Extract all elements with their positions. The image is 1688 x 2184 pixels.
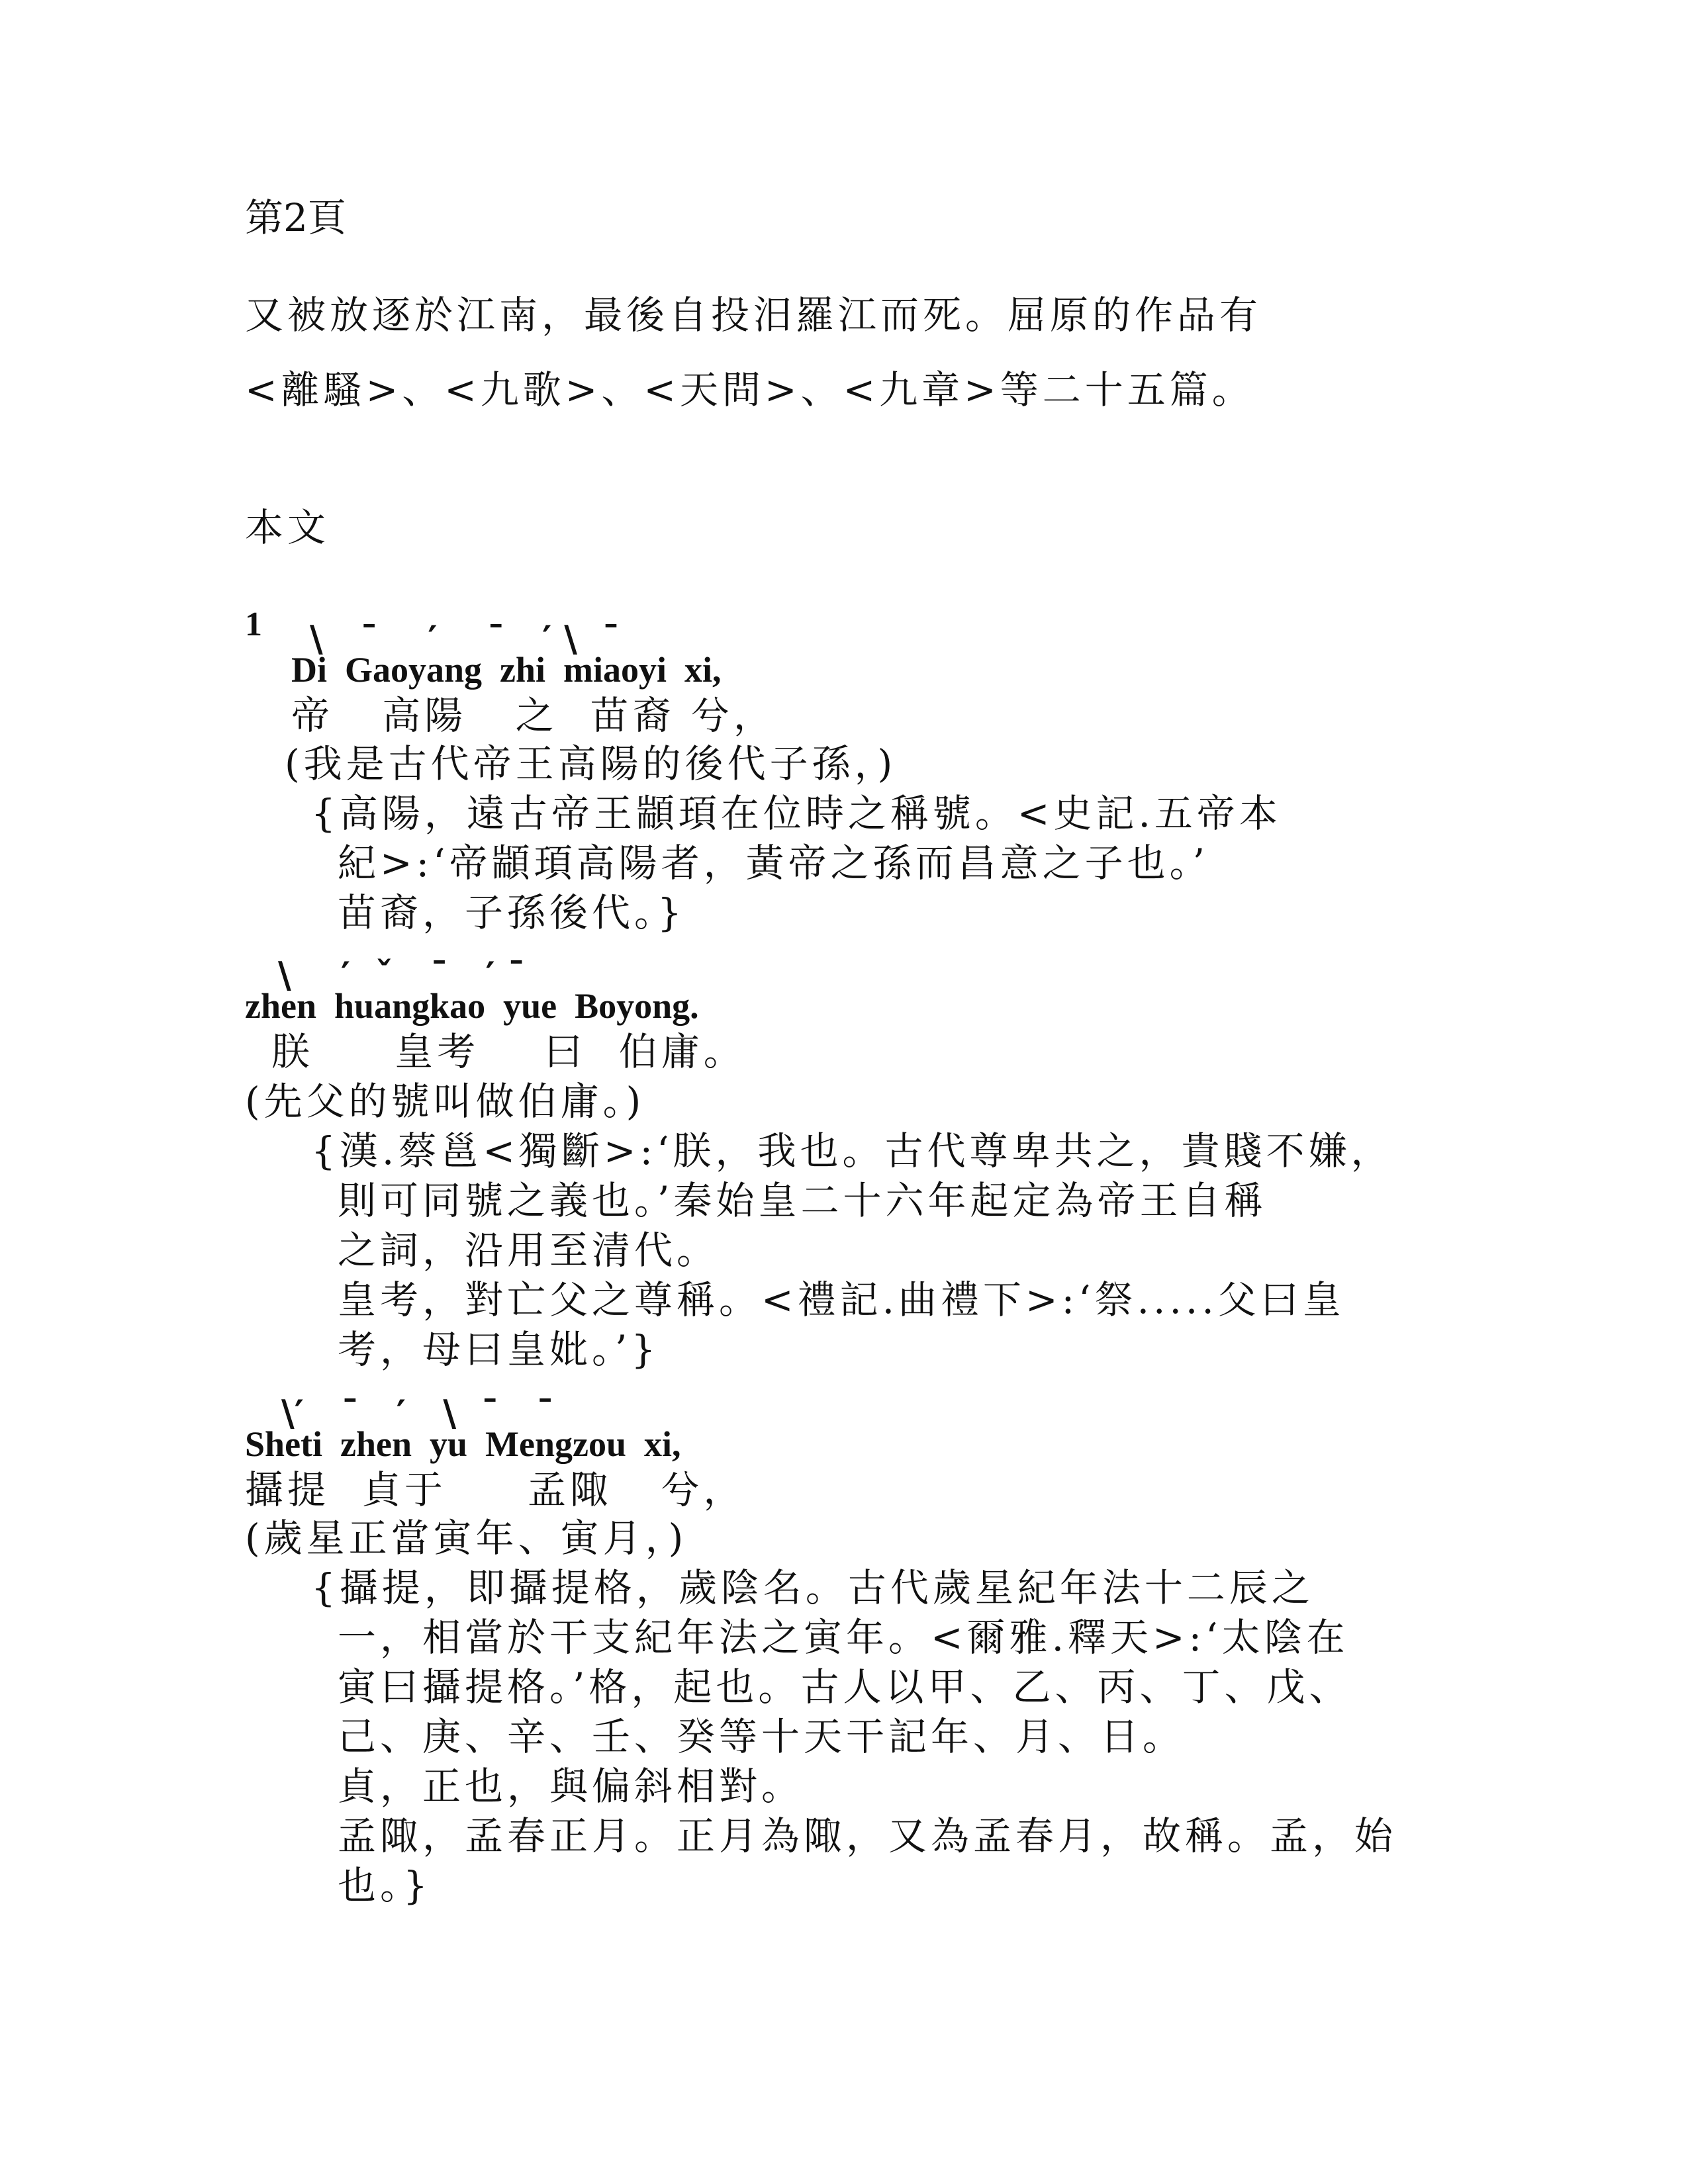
note-2-line-5: 考，母曰皇妣。’} [338,1327,660,1372]
page-header: 第2頁 [245,195,346,240]
translation-line-1: (我是古代帝王高陽的後代子孫，) [285,741,897,786]
pinyin-line-1: Di Gaoyang zhi miaoyi xi, [291,650,722,690]
note-3-line-5: 貞，正也，與偏斜相對。 [338,1764,804,1809]
tone-marks-line-1: \ ¯ ′ ¯ ′ \ ¯ [310,617,620,660]
translation-line-3: (歲星正當寅年、寅月，) [245,1516,688,1561]
note-2-line-1: {漢.蔡邕<獨斷>:‘朕，我也。古代尊卑共之，貴賤不嫌， [311,1128,1393,1173]
section-title: 本文 [245,505,330,550]
note-3-line-2: 一，相當於干支紀年法之寅年。<爾雅.釋天>:‘太陰在 [338,1615,1349,1660]
note-3-line-4: 己、庚、辛、壬、癸等十天干記年、月、日。 [338,1714,1186,1759]
note-3-line-6: 孟陬，孟春正月。正月為陬，又為孟春月，故稱。孟，始 [338,1813,1397,1858]
note-2-line-4: 皇考，對亡父之尊稱。<禮記.曲禮下>:‘祭.....父曰皇 [338,1277,1345,1322]
hanzi-line-2: 朕 皇考 曰 伯庸。 [271,1029,746,1074]
note-1-line-1: {高陽，遠古帝王顓頊在位時之稱號。<史記.五帝本 [311,791,1282,836]
note-3-line-1: {攝提，即攝提格，歲陰名。古代歲星紀年法十二辰之 [311,1565,1314,1610]
pinyin-line-2: zhen huangkao yue Boyong. [245,986,699,1026]
hanzi-line-1: 帝 高陽 之 苗裔 兮， [291,693,776,738]
verse-number: 1 [245,606,262,643]
intro-line-1: 又被放逐於江南，最後自投汨羅江而死。屈原的作品有 [245,293,1262,338]
pinyin-line-3: Sheti zhen yu Mengzou xi, [245,1424,681,1464]
note-2-line-3: 之詞，沿用至清代。 [338,1228,720,1273]
tone-marks-line-3: \′ ¯ ′ \ ¯ ¯ [281,1392,555,1434]
intro-line-2: <離騷>、<九歌>、<天問>、<九章>等二十五篇。 [245,367,1254,412]
note-1-line-2: 紀>:‘帝顓頊高陽者，黃帝之孫而昌意之子也。’ [338,841,1209,886]
note-1-line-3: 苗裔，子孫後代。} [338,890,686,935]
hanzi-line-3: 攝提 貞于 孟陬 兮， [245,1467,746,1512]
note-3-line-3: 寅曰攝提格。’格，起也。古人以甲、乙、丙、丁、戊、 [338,1664,1352,1709]
note-2-line-2: 則可同號之義也。’秦始皇二十六年起定為帝王自稱 [338,1178,1267,1223]
note-3-line-7: 也。} [338,1863,432,1908]
tone-marks-line-2: \ ′ ˇ ¯ ′ ¯ [278,954,526,996]
translation-line-2: (先父的號叫做伯庸。) [245,1079,645,1124]
